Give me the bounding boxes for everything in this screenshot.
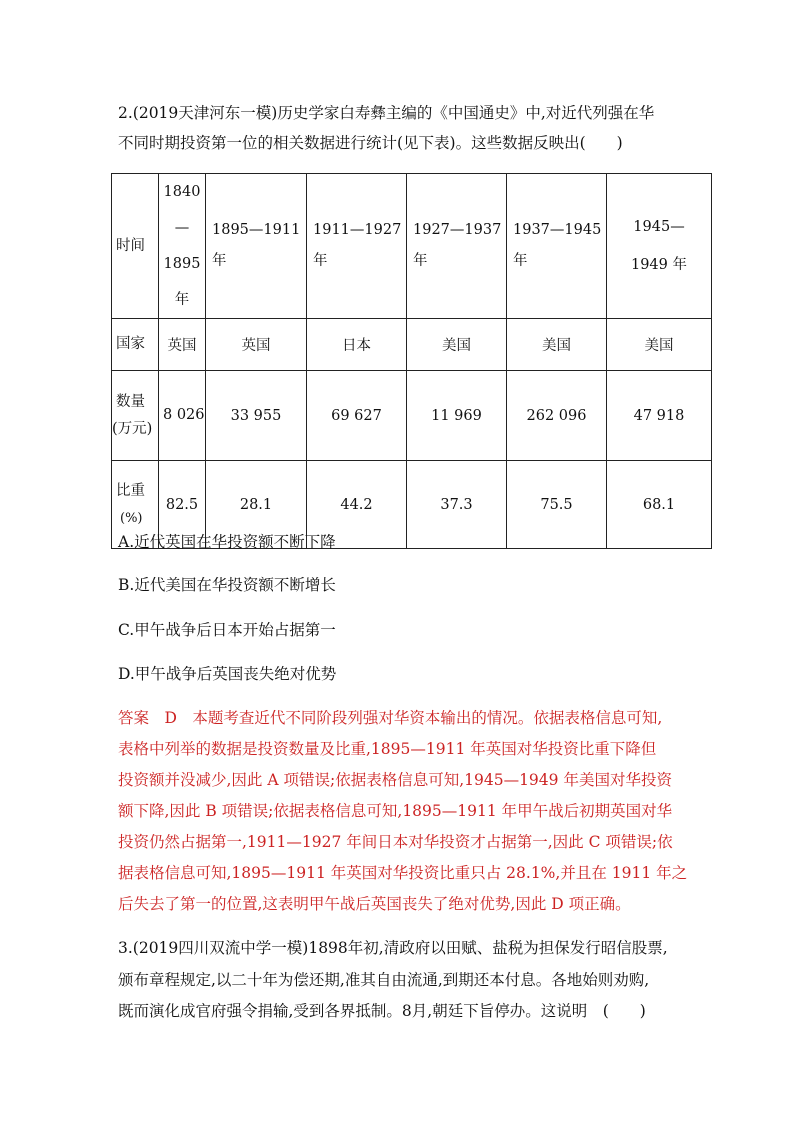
country-cell: 美国 [607, 319, 712, 371]
answer-line-5: 投资仍然占据第一,1911—1927 年间日本对华投资才占据第一,因此 C 项错误;依 [118, 833, 673, 851]
period-cell-6: 1945— 1949 年 [607, 174, 712, 319]
amount-cell: 47 918 [607, 371, 712, 461]
period-cell-2: 1895—1911 年 [206, 174, 307, 319]
period-cell-1: 1840— 1895 年 [159, 174, 206, 319]
share-cell: 28.1 [206, 461, 307, 549]
row-label-country: 国家 [112, 319, 159, 371]
table-row-country [112, 319, 712, 371]
investment-table [111, 173, 712, 549]
share-cell: 44.2 [307, 461, 407, 549]
country-cell: 美国 [507, 319, 607, 371]
option-d: D.甲午战争后英国丧失绝对优势 [118, 665, 337, 683]
answer-line-1: 答案 D 本题考查近代不同阶段列强对华资本输出的情况。依据表格信息可知, [118, 709, 663, 727]
amount-cell: 8 026 [159, 371, 206, 461]
period-cell-5: 1937—1945 年 [507, 174, 607, 319]
share-cell: 75.5 [507, 461, 607, 549]
period-cell-4: 1927—1937 年 [407, 174, 507, 319]
country-cell: 英国 [159, 319, 206, 371]
question-2-line-2: 不同时期投资第一位的相关数据进行统计(见下表)。这些数据反映出( ) [118, 134, 623, 152]
share-cell: 82.5 [159, 461, 206, 549]
answer-line-7: 后失去了第一的位置,这表明甲午战后英国丧失了绝对优势,因此 D 项正确。 [118, 895, 631, 913]
amount-cell: 69 627 [307, 371, 407, 461]
option-c: C.甲午战争后日本开始占据第一 [118, 621, 336, 639]
share-cell: 37.3 [407, 461, 507, 549]
amount-cell: 11 969 [407, 371, 507, 461]
table-row-amount [112, 371, 712, 461]
country-cell: 英国 [206, 319, 307, 371]
period-cell-3: 1911—1927 年 [307, 174, 407, 319]
option-b: B.近代美国在华投资额不断增长 [118, 576, 336, 594]
row-label-time: 时间 [112, 174, 159, 319]
amount-cell: 262 096 [507, 371, 607, 461]
country-cell: 美国 [407, 319, 507, 371]
table-row-time [112, 174, 712, 319]
question-2-line-1: 2.(2019天津河东一模)历史学家白寿彝主编的《中国通史》中,对近代列强在华 [118, 104, 655, 122]
question-3-line-2: 颁布章程规定,以二十年为偿还期,准其自由流通,到期还本付息。各地始则劝购, [118, 971, 650, 989]
question-3-line-1: 3.(2019四川双流中学一模)1898年初,清政府以田赋、盐税为担保发行昭信股票, [118, 939, 668, 957]
answer-line-6: 据表格信息可知,1895—1911 年英国对华投资比重只占 28.1%,并且在 1911 年之 [118, 864, 688, 882]
share-cell: 68.1 [607, 461, 712, 549]
option-a: A.近代英国在华投资额不断下降 [118, 533, 336, 551]
amount-cell: 33 955 [206, 371, 307, 461]
answer-line-2: 表格中列举的数据是投资数量及比重,1895—1911 年英国对华投资比重下降但 [118, 740, 657, 758]
answer-line-3: 投资额并没减少,因此 A 项错误;依据表格信息可知,1945—1949 年美国对华投资 [118, 771, 672, 789]
row-label-share: 比重 (%) [112, 461, 159, 549]
answer-line-4: 额下降,因此 B 项错误;依据表格信息可知,1895—1911 年甲午战后初期英国对华 [118, 802, 673, 820]
row-label-amount: 数量 (万元) [112, 371, 159, 461]
question-3-line-3: 既而演化成官府强令捐输,受到各界抵制。8月,朝廷下旨停办。这说明 ( ) [118, 1002, 646, 1020]
country-cell: 日本 [307, 319, 407, 371]
